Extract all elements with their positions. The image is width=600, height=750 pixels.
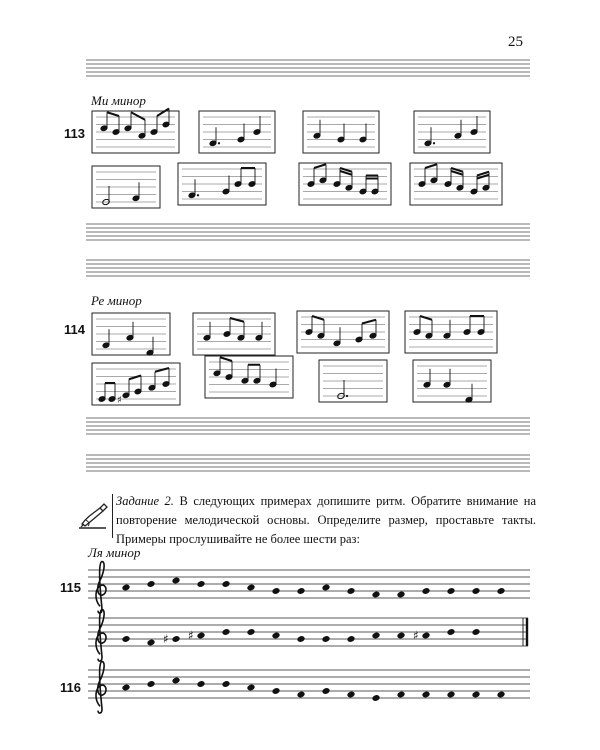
note-head bbox=[271, 632, 280, 640]
melody-staff bbox=[88, 662, 530, 713]
note-head bbox=[121, 684, 130, 692]
note-head bbox=[471, 587, 480, 595]
note-head bbox=[496, 691, 505, 699]
note-head bbox=[496, 587, 505, 595]
note-head bbox=[396, 691, 405, 699]
melody-staff bbox=[88, 610, 528, 661]
note-head bbox=[146, 639, 155, 647]
page-number: 25 bbox=[508, 34, 523, 50]
treble-clef-icon bbox=[96, 662, 106, 713]
note-head bbox=[221, 628, 230, 636]
note-head bbox=[421, 691, 430, 699]
note-head bbox=[371, 591, 380, 599]
note-head bbox=[221, 680, 230, 688]
note-head bbox=[296, 587, 305, 595]
note-head bbox=[271, 687, 280, 695]
note-head bbox=[171, 677, 180, 685]
sharp-icon: ♯ bbox=[188, 628, 194, 643]
exercise-number-116: 116 bbox=[60, 680, 81, 695]
note-head bbox=[146, 680, 155, 688]
note-head bbox=[196, 632, 205, 640]
sharp-icon: ♯ bbox=[117, 395, 122, 406]
task-body: В следующих примерах допишите ритм. Обратите внимание на повторение мелодической основы. Определите размер, проставьте такты. Примеры прослушивайте не более шести раз: bbox=[116, 494, 537, 546]
note-head bbox=[121, 635, 130, 643]
note-head bbox=[371, 694, 380, 702]
note-head bbox=[196, 580, 205, 588]
note-head bbox=[271, 587, 280, 595]
section-title-e-minor: Ми минор bbox=[91, 93, 146, 108]
exercise-number-114: 114 bbox=[64, 322, 85, 337]
section-title-a-minor: Ля минор bbox=[88, 545, 141, 560]
note-head bbox=[246, 584, 255, 592]
note-head bbox=[471, 628, 480, 636]
note-head bbox=[396, 632, 405, 640]
note-head bbox=[246, 684, 255, 692]
note-head bbox=[121, 584, 130, 592]
note-head bbox=[296, 691, 305, 699]
note-head bbox=[171, 635, 180, 643]
note-head bbox=[296, 635, 305, 643]
treble-clef-icon bbox=[96, 610, 106, 661]
note-head bbox=[146, 580, 155, 588]
note-head bbox=[371, 632, 380, 640]
note-head bbox=[346, 635, 355, 643]
note-head bbox=[171, 577, 180, 585]
task-label: Задание 2. bbox=[116, 494, 174, 508]
note-head bbox=[321, 687, 330, 695]
note-head bbox=[346, 587, 355, 595]
sharp-icon: ♯ bbox=[163, 632, 169, 646]
note-head bbox=[446, 628, 455, 636]
note-head bbox=[246, 628, 255, 636]
note-head bbox=[471, 691, 480, 699]
note-head bbox=[421, 587, 430, 595]
note-head bbox=[321, 584, 330, 592]
note-head bbox=[446, 587, 455, 595]
note-head bbox=[396, 591, 405, 599]
melody-staff bbox=[88, 562, 530, 613]
exercise-number-113: 113 bbox=[64, 126, 85, 141]
note-head bbox=[346, 691, 355, 699]
note-head bbox=[221, 580, 230, 588]
section-title-d-minor: Ре минор bbox=[91, 293, 142, 308]
note-head bbox=[196, 680, 205, 688]
note-head bbox=[321, 635, 330, 643]
exercise-number-115: 115 bbox=[60, 580, 81, 595]
sharp-icon: ♯ bbox=[413, 628, 419, 643]
note-head bbox=[421, 632, 430, 640]
treble-clef-icon bbox=[96, 562, 106, 613]
note-head bbox=[446, 691, 455, 699]
